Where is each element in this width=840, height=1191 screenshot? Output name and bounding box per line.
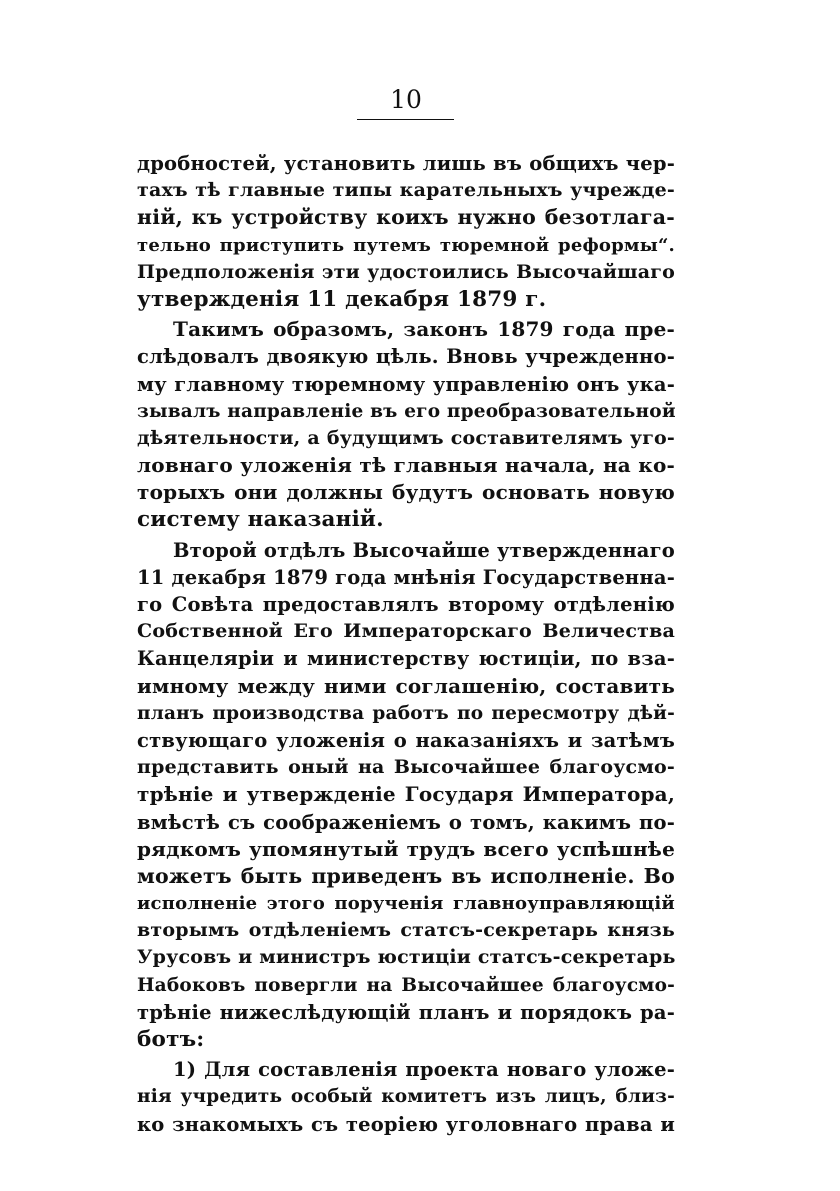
text-line: слѣдовалъ двоякую цѣль. Вновь учрежденно-	[137, 345, 675, 369]
text-line: имному между ними соглашенію, составить	[137, 673, 675, 698]
page-number-rule	[357, 119, 454, 120]
text-line: дробностей, установить лишь въ общихъ чер-	[137, 152, 675, 175]
text-line: трѣніе и утвержденіе Государя Императора,	[137, 782, 675, 807]
text-line: ко знакомыхъ съ теоріею уголовнаго права и	[137, 1112, 675, 1136]
text-line: нія учредить особый комитетъ изъ лицъ, близ-	[137, 1086, 675, 1108]
paragraph-4	[137, 1056, 675, 1138]
text-line: дѣятельности, а будущимъ составителямъ уго-	[137, 426, 675, 449]
text-line: зывалъ направленіе въ его преобразовательной	[137, 400, 676, 422]
text-line: го Совѣта предоставлялъ второму отдѣленію	[137, 593, 675, 616]
text-line: исполненіе этого порученія главноуправляющій	[137, 893, 675, 915]
text-line: можетъ быть приведенъ въ исполненіе. Во	[137, 863, 675, 888]
text-line: 1) Для составленія проекта новаго уложе-	[173, 1058, 675, 1082]
text-line: ній, къ устройству коихъ нужно безотлага-	[137, 205, 675, 230]
text-line: утвержденія 11 декабря 1879 г.	[137, 286, 547, 312]
text-line: Собственной Его Императорскаго Величества	[137, 620, 675, 643]
text-line: тахъ тѣ главные типы карательныхъ учрежде-	[137, 179, 675, 202]
text-line: Предположенія эти удостоились Высочайшаго	[137, 260, 675, 283]
text-line: представить оный на Высочайшее благоусмо-	[137, 756, 675, 779]
paragraph-2	[137, 316, 675, 534]
text-line: му главному тюремному управленію онъ ука-	[137, 372, 675, 396]
text-line: ствующаго уложенія о наказаніяхъ и затѣмъ	[137, 728, 675, 752]
text-line: Канцеляріи и министерству юстиціи, по вза-	[137, 647, 675, 671]
text-line: тельно приступить путемъ тюремной реформы“.	[137, 234, 675, 256]
paragraph-3	[137, 537, 675, 1054]
text-line: систему наказаній.	[137, 507, 384, 533]
page-number: 10	[390, 85, 422, 114]
text-line: Набоковъ повергли на Высочайшее благоусмо-	[137, 974, 675, 996]
text-line: вмѣстѣ съ соображеніемъ о томъ, какимъ по-	[137, 810, 675, 834]
text-line: ботъ:	[137, 1027, 205, 1052]
text-line: вторымъ отдѣленіемъ статсъ-секретарь князь	[137, 919, 675, 942]
text-line: планъ производства работъ по пересмотру дѣй-	[137, 702, 675, 724]
text-line: Второй отдѣлъ Высочайше утвержденнаго	[173, 538, 675, 562]
text-line: ловнаго уложенія тѣ главныя начала, на ко-	[137, 453, 675, 478]
text-line: трѣніе нижеслѣдующій планъ и порядокъ ра-	[137, 1000, 675, 1024]
text-line: 11 декабря 1879 года мнѣнія Государственна-	[137, 565, 675, 589]
text-line: Урусовъ и министръ юстиціи статсъ-секретарь	[137, 946, 676, 969]
paragraph-1	[137, 150, 675, 313]
text-line: рядкомъ упомянутый трудъ всего успѣшнѣе	[137, 836, 675, 861]
text-line: Такимъ образомъ, законъ 1879 года пре-	[173, 317, 675, 342]
body-text	[137, 150, 675, 1138]
text-line: торыхъ они должны будутъ основать новую	[137, 480, 675, 505]
